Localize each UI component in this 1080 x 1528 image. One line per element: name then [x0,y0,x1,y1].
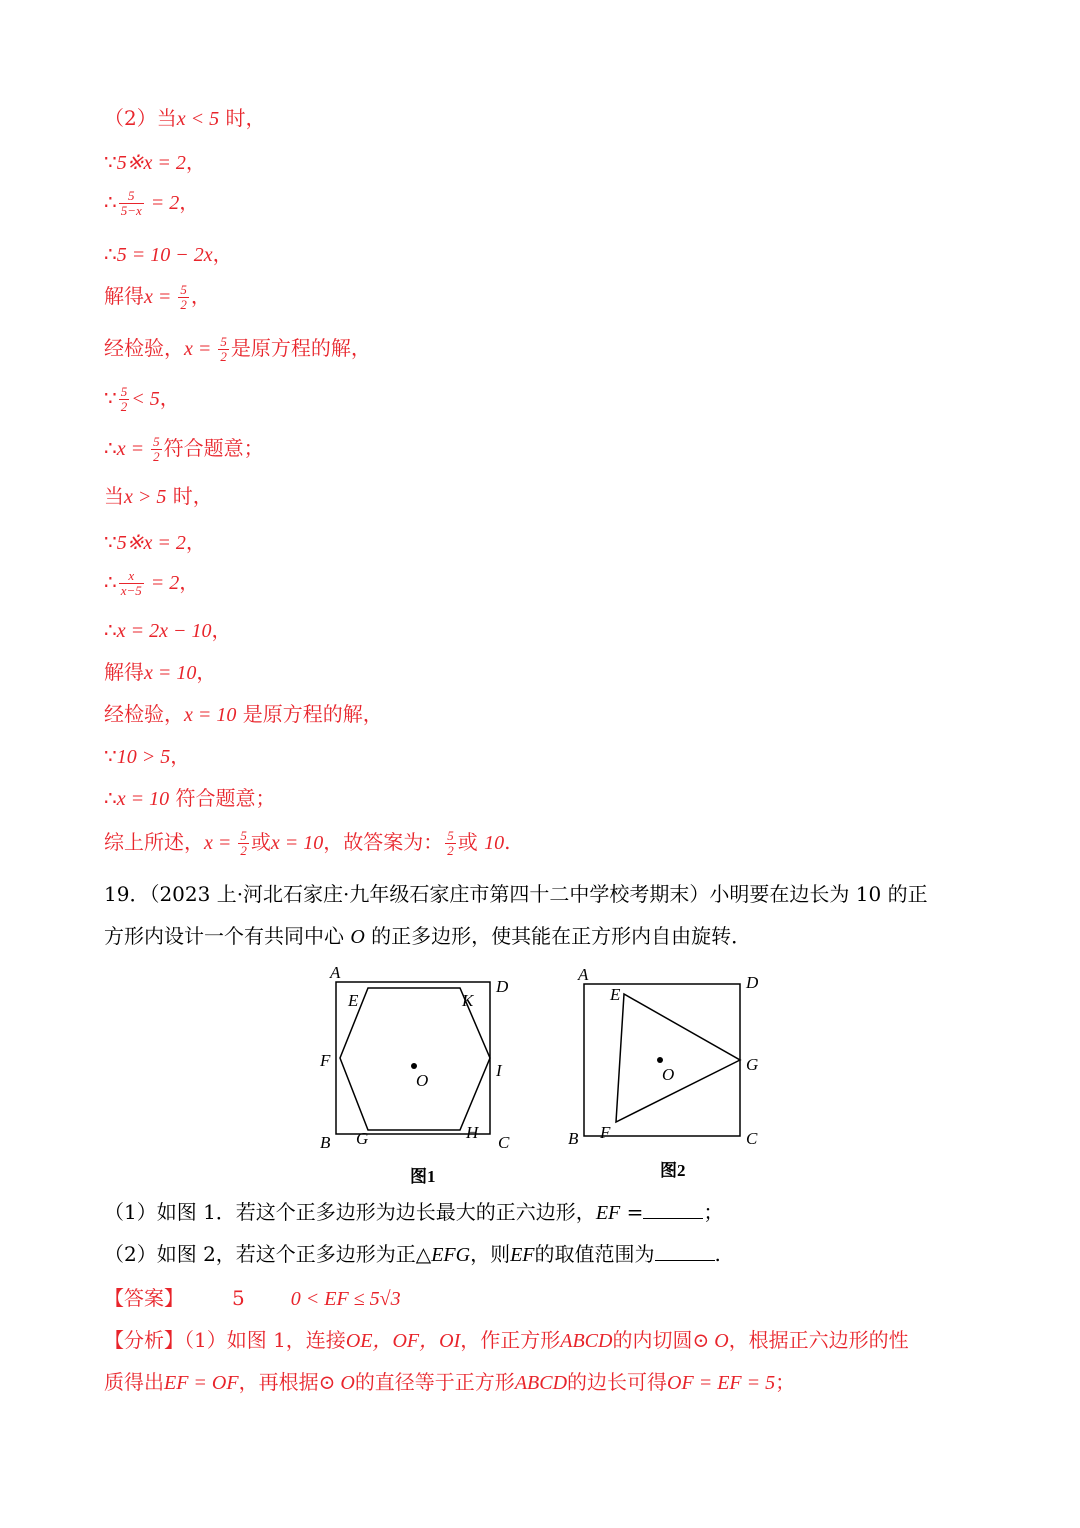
math: EF [510,1244,535,1266]
therefore-symbol: ∴ [104,618,117,642]
math: x = [184,338,217,360]
label-g: G [356,1129,369,1148]
text: ； [775,1370,796,1394]
label-e: E [348,991,359,1010]
text: 时， [219,106,266,130]
label-a: A [330,963,341,982]
label-e: E [610,985,621,1004]
text: ，故答案为： [323,830,444,854]
solution-line-14 [104,700,383,729]
math: 10 > 5 [116,746,171,768]
text: （1）如图 1．若这个正多边形为边长最大的正六边形， [104,1200,596,1224]
label-o: O [662,1065,675,1084]
answer-blank[interactable] [643,1200,703,1219]
text: ， [190,284,211,308]
denominator: 2 [153,449,160,464]
math: x = [116,438,150,460]
text: ， [211,618,232,642]
solution-line-8 [104,434,264,464]
label-g: G [746,1055,759,1074]
text: 经检验， [104,336,184,360]
center-point [657,1057,663,1063]
therefore-symbol: ∴ [104,190,117,214]
denominator: 2 [120,399,128,414]
figure-2-caption: 图2 [660,1161,686,1180]
answer-line [104,1284,401,1313]
answer-blank[interactable] [655,1242,715,1261]
math: 5※x = 2 [116,152,186,174]
math: = 2 [145,572,180,594]
label-f: F [320,1051,331,1070]
text: ， [185,150,206,174]
numerator: 5 [180,282,187,297]
text: 是原方程的解， [230,336,371,360]
solution-line-17 [104,828,510,858]
text: （2）当 [104,106,177,130]
because-symbol: ∵ [104,150,117,174]
subquestion-2 [104,1240,721,1269]
text: ； [703,1200,724,1224]
solution-line-6 [104,334,371,364]
text: ，根据正六边形的性 [728,1328,909,1352]
solution-line-13 [104,658,216,687]
denominator: 2 [240,843,247,858]
figure-1 [310,962,530,1196]
text: ， [159,386,180,410]
math: x < 5 [176,108,220,130]
solution-line-16 [104,784,275,813]
answer-1: 5 [232,1286,245,1310]
text: 质得出 [104,1370,164,1394]
label-d: D [496,977,509,996]
math: x = 10 [116,788,170,810]
text: ， [196,660,217,684]
numerator: 5 [447,828,454,843]
answer-2: 0 < EF ≤ 5√3 [290,1288,401,1310]
numerator: 5 [120,384,128,399]
fraction [119,189,144,218]
solution-line-12 [104,616,231,645]
text: ，作正方形 [460,1328,561,1352]
text: 的取值范围为 [534,1242,655,1266]
figure-1-svg [310,962,530,1192]
text: ， [179,190,200,214]
analysis-tag: 【分析】 [104,1328,184,1352]
solution-line-1 [104,104,265,133]
figure-2 [560,962,780,1196]
label-k: K [462,991,474,1010]
analysis-line-2 [104,1368,795,1397]
math: O [709,1330,729,1352]
label-b: B [320,1133,331,1152]
math: 10 [484,832,505,854]
text: 综上所述， [104,830,204,854]
text: 的边长可得 [567,1370,668,1394]
text: ，则 [470,1242,511,1266]
label-h: H [466,1123,479,1142]
subquestion-1 [104,1198,723,1227]
text: 的正多边形，使其能在正方形内自由旋转． [364,924,752,948]
therefore-symbol: ∴ [104,786,117,810]
fraction [119,569,144,598]
text: 是原方程的解， [236,702,383,726]
denominator: 2 [220,349,227,364]
math: x = [144,286,177,308]
label-c: C [746,1129,758,1148]
math: 5 = 10 − 2x [116,244,213,266]
question-line-2 [104,922,751,951]
fraction [238,829,249,858]
text: 当 [104,484,124,508]
text: ， [170,744,191,768]
text: （1）如图 1，连接 [184,1328,346,1352]
label-c: C [498,1133,510,1152]
math: EF [595,1202,621,1224]
math: x = 10 [184,704,237,726]
solution-line-15 [104,742,190,771]
math: O [350,926,365,948]
math: ABCD [514,1372,568,1394]
text: 符合题意； [163,436,264,460]
math: x = 10 [144,662,197,684]
math: 5※x = 2 [116,532,186,554]
solution-line-7 [104,384,180,414]
solution-line-4 [104,240,233,269]
fraction [218,335,229,364]
text: . [714,1242,721,1266]
denominator: 2 [447,843,454,858]
figure-2-svg [560,962,780,1192]
numerator: 5 [240,828,247,843]
text: ， [179,570,200,594]
solution-line-3 [104,188,199,218]
text: ， [185,530,206,554]
denominator: 2 [180,297,187,312]
math: x = [204,832,237,854]
fraction [151,435,162,464]
math: = 2 [145,192,180,214]
math: OE，OF，OI [345,1330,461,1352]
math: OF = EF = 5 [667,1372,776,1394]
therefore-symbol: ∴ [104,242,117,266]
question-text: 19．（2023 上·河北石家庄·九年级石家庄市第四十二中学校考期末）小明要在边长为 10 的正 [104,882,928,906]
math: EFG [431,1244,471,1266]
because-symbol: ∵ [104,744,117,768]
text: ， [212,242,233,266]
solution-line-9 [104,482,213,511]
math: ABCD [560,1330,613,1352]
text: 的直径等于正方形 [354,1370,515,1394]
label-i: I [496,1061,502,1080]
math: x = 10 [270,832,324,854]
numerator: 5 [220,334,227,349]
math: EF = OF [164,1372,239,1394]
therefore-symbol: ∴ [104,570,117,594]
text: 或 [457,830,485,854]
equilateral-triangle-efg [616,994,740,1122]
denominator: 5−x [120,203,142,218]
therefore-symbol: ∴ [104,436,117,460]
text: 符合题意； [169,786,276,810]
text: 解得 [104,284,144,308]
label-f: F [600,1123,611,1142]
solution-line-11 [104,568,199,598]
math: x = 2x − 10 [116,620,212,642]
text: 经检验， [104,702,184,726]
label-o: O [416,1071,429,1090]
numerator: 5 [153,434,160,449]
label-d: D [746,973,759,992]
denominator: x−5 [120,583,142,598]
math: O [335,1372,355,1394]
text: = [620,1200,644,1224]
text: （2）如图 2，若这个正多边形为正△ [104,1242,432,1266]
text: ，再根据⊙ [238,1370,336,1394]
solution-line-5 [104,282,211,312]
center-point [411,1063,417,1069]
numerator: 5 [119,189,144,204]
text: 解得 [104,660,144,684]
solution-line-2 [104,148,206,177]
answer-tag: 【答案】 [104,1286,184,1310]
label-a: A [578,965,589,984]
text: 或 [250,830,271,854]
fraction [119,385,130,414]
text: 的内切圆⊙ [612,1328,710,1352]
text: 方形内设计一个有共同中心 [104,924,351,948]
fraction [178,283,189,312]
numerator: x [119,569,144,584]
because-symbol: ∵ [104,530,117,554]
figure-1-caption: 图1 [410,1167,436,1186]
solution-line-10 [104,528,206,557]
math: < 5 [131,388,160,410]
question-line-1 [104,880,928,908]
fraction [445,829,456,858]
because-symbol: ∵ [104,386,117,410]
label-b: B [568,1129,579,1148]
text: 时， [166,484,213,508]
math: x > 5 [124,486,167,508]
analysis-line-1 [104,1326,909,1355]
text: . [504,830,511,854]
